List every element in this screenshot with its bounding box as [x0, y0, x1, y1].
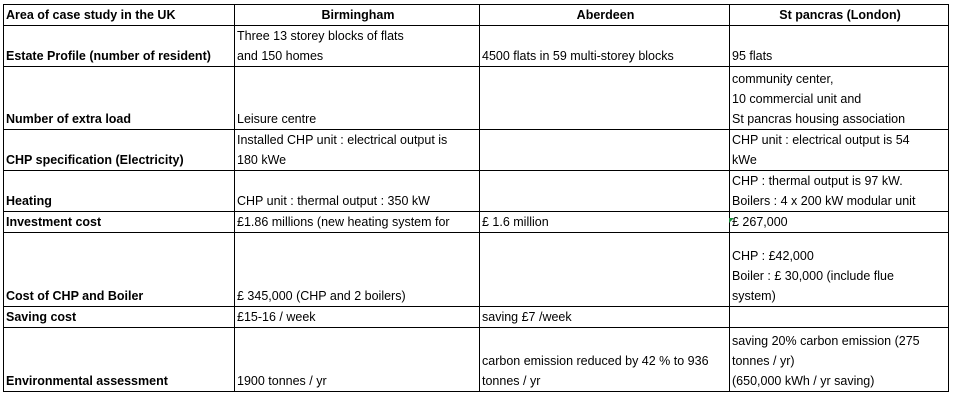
- cell-birmingham: [235, 328, 480, 392]
- cell-stpancras: [730, 171, 949, 212]
- cell-line: St pancras housing association: [732, 112, 906, 126]
- cell-line: system): [732, 289, 776, 303]
- cell-stpancras: [730, 307, 949, 328]
- table-row: [4, 233, 949, 307]
- cell-line: Installed CHP unit : electrical output is: [237, 133, 448, 147]
- row-label: Heating: [4, 171, 235, 212]
- cell-aberdeen: [480, 328, 730, 392]
- cell-line: 10 commercial unit and: [732, 92, 862, 106]
- cell-line: saving 20% carbon emission (275: [732, 334, 920, 348]
- row-label: Investment cost: [4, 212, 235, 233]
- cell-stpancras: [730, 130, 949, 171]
- cell-stpancras: [730, 212, 949, 233]
- cell-birmingham: [235, 171, 480, 212]
- cell-line: 1900 tonnes / yr: [237, 374, 327, 388]
- header-area: Area of case study in the UK: [4, 5, 235, 26]
- table-row: [4, 171, 949, 212]
- cell-birmingham: [235, 130, 480, 171]
- cell-line: tonnes / yr: [482, 374, 541, 388]
- cell-stpancras: [730, 328, 949, 392]
- row-label: CHP specification (Electricity): [4, 130, 235, 171]
- cell-line: £15-16 / week: [237, 310, 316, 324]
- cell-line: £ 1.6 million: [482, 215, 549, 229]
- cell-line: kWe: [732, 153, 757, 167]
- cell-line: carbon emission reduced by 42 % to 936: [482, 354, 709, 368]
- header-stpancras: St pancras (London): [730, 5, 949, 26]
- row-label: Cost of CHP and Boiler: [4, 233, 235, 307]
- cell-aberdeen: [480, 307, 730, 328]
- table-row: [4, 212, 949, 233]
- cell-line: Three 13 storey blocks of flats: [237, 29, 404, 43]
- table-row: [4, 67, 949, 130]
- cell-line: CHP unit : thermal output : 350 kW: [237, 194, 430, 208]
- header-birmingham: Birmingham: [235, 5, 480, 26]
- cell-line: 95 flats: [732, 49, 773, 63]
- cell-aberdeen: [480, 67, 730, 130]
- table-row: [4, 130, 949, 171]
- cell-aberdeen: [480, 26, 730, 67]
- cell-line: (650,000 kWh / yr saving): [732, 374, 875, 388]
- row-label: Environmental assessment: [4, 328, 235, 392]
- row-label: Saving cost: [4, 307, 235, 328]
- cell-birmingham: [235, 307, 480, 328]
- cell-line: £1.86 millions (new heating system for: [237, 215, 450, 229]
- cell-line: £ 345,000 (CHP and 2 boilers): [237, 289, 406, 303]
- row-label: Number of extra load: [4, 67, 235, 130]
- cell-line: Boilers : 4 x 200 kW modular unit: [732, 194, 916, 208]
- header-row: [4, 5, 949, 26]
- cell-birmingham: [235, 212, 480, 233]
- cell-birmingham: [235, 233, 480, 307]
- cell-birmingham: [235, 26, 480, 67]
- cell-comment-indicator: [729, 218, 734, 223]
- cell-line: saving £7 /week: [482, 310, 572, 324]
- cell-line: 180 kWe: [237, 153, 287, 167]
- cell-line: community center,: [732, 72, 834, 86]
- cell-line: £ 267,000: [732, 215, 788, 229]
- table-row: [4, 307, 949, 328]
- cell-aberdeen: [480, 212, 730, 233]
- cell-stpancras: [730, 26, 949, 67]
- table-row: [4, 328, 949, 392]
- cell-stpancras: [730, 67, 949, 130]
- table-row: [4, 26, 949, 67]
- cell-aberdeen: [480, 130, 730, 171]
- cell-birmingham: [235, 67, 480, 130]
- cell-stpancras: [730, 233, 949, 307]
- row-label: Estate Profile (number of resident): [4, 26, 235, 67]
- cell-line: Boiler : £ 30,000 (include flue: [732, 269, 894, 283]
- cell-line: Leisure centre: [237, 112, 317, 126]
- cell-line: CHP unit : electrical output is 54: [732, 133, 910, 147]
- case-study-table: [3, 4, 949, 392]
- cell-aberdeen: [480, 171, 730, 212]
- cell-aberdeen: [480, 233, 730, 307]
- cell-line: tonnes / yr): [732, 354, 795, 368]
- cell-line: CHP : £42,000: [732, 249, 814, 263]
- cell-line: and 150 homes: [237, 49, 324, 63]
- header-aberdeen: Aberdeen: [480, 5, 730, 26]
- cell-line: 4500 flats in 59 multi-storey blocks: [482, 49, 674, 63]
- cell-line: CHP : thermal output is 97 kW.: [732, 174, 903, 188]
